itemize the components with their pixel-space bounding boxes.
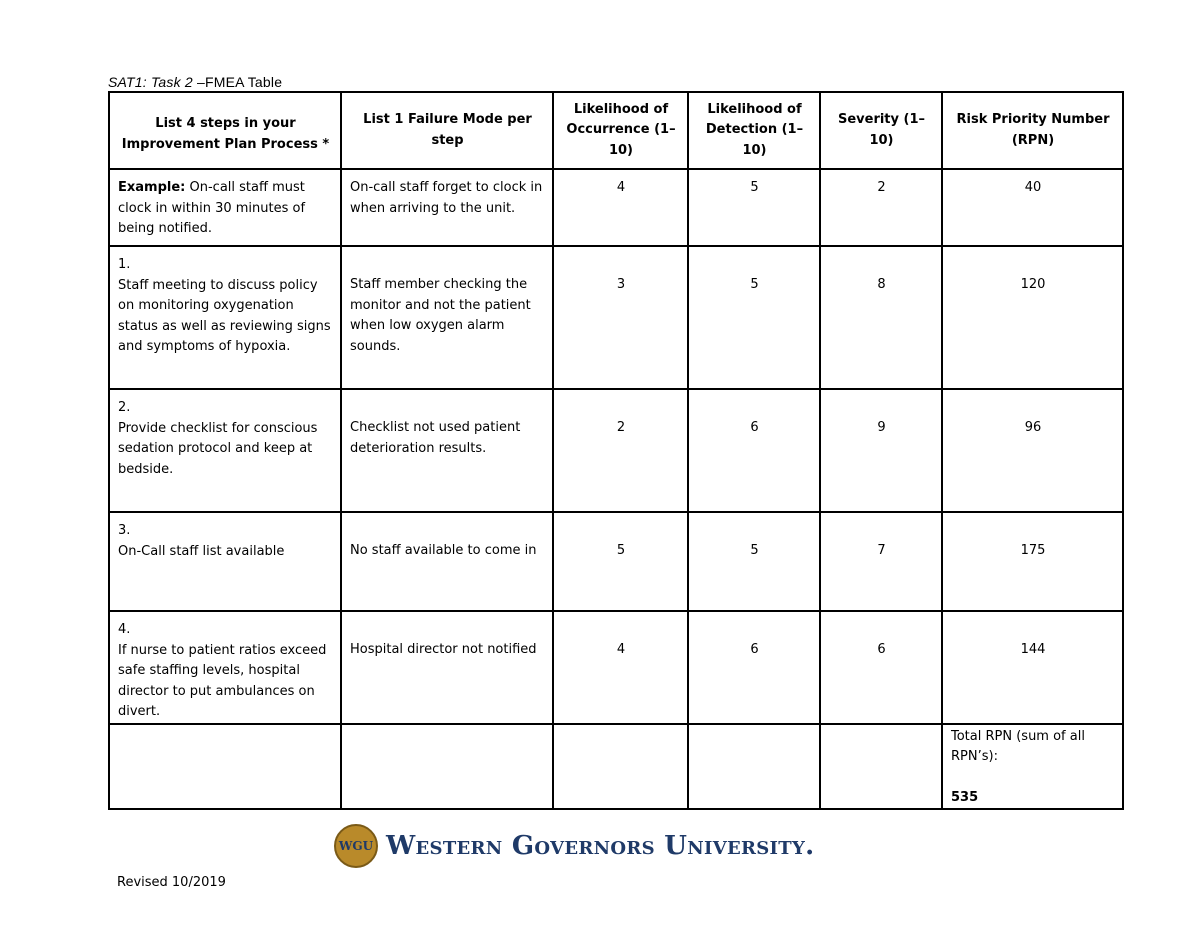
severity-cell: 6: [820, 611, 942, 724]
rpn-cell: 175: [942, 512, 1123, 611]
document-title-name: –FMEA Table: [196, 74, 283, 90]
occurrence-cell: 5: [553, 512, 688, 611]
severity-cell: 7: [820, 512, 942, 611]
total-rpn-label: Total RPN (sum of all RPN’s):: [951, 728, 1085, 764]
failure-cell: No staff available to come in: [341, 512, 553, 611]
empty-cell: [341, 724, 553, 810]
rpn-cell: 96: [942, 389, 1123, 512]
severity-cell: 9: [820, 389, 942, 512]
step-text: On-Call staff list available: [118, 543, 285, 559]
table-row-example: [109, 169, 1123, 246]
table-row: [109, 611, 1123, 724]
step-cell: [109, 611, 341, 724]
example-rpn: 40: [942, 169, 1123, 246]
empty-cell: [553, 724, 688, 810]
header-occurrence: Likelihood of Occurrence (1–10): [553, 92, 688, 169]
table-row: [109, 389, 1123, 512]
fmea-table: [108, 91, 1124, 810]
rpn-cell: 144: [942, 611, 1123, 724]
step-number: 2.: [118, 400, 131, 415]
detection-cell: 5: [688, 512, 820, 611]
occurrence-cell: 2: [553, 389, 688, 512]
detection-cell: 6: [688, 611, 820, 724]
wgu-seal-text: WGU: [338, 839, 374, 853]
detection-cell: 6: [688, 389, 820, 512]
example-label: Example:: [118, 180, 186, 195]
table-row-total: [109, 724, 1123, 810]
header-row: [109, 92, 1123, 169]
header-detection: Likelihood of Detection (1–10): [688, 92, 820, 169]
empty-cell: [688, 724, 820, 810]
header-severity: Severity (1–10): [820, 92, 942, 169]
example-detection: 5: [688, 169, 820, 246]
example-failure: On-call staff forget to clock in when arriving to the unit.: [341, 169, 553, 246]
step-text: Provide checklist for conscious sedation protocol and keep at bedside.: [118, 420, 318, 477]
wgu-seal-icon: [334, 824, 378, 868]
example-step-text: On-call staff must clock in within 30 minutes of being notified.: [118, 180, 306, 236]
wgu-wordmark: Western Governors University.: [386, 831, 815, 861]
detection-cell: 5: [688, 246, 820, 389]
document-title: [108, 74, 282, 90]
header-failure-mode: List 1 Failure Mode per step: [341, 92, 553, 169]
header-rpn: Risk Priority Number (RPN): [942, 92, 1123, 169]
step-number: 1.: [118, 257, 131, 272]
header-steps: List 4 steps in your Improvement Plan Process *: [109, 92, 341, 169]
wgu-logo: [334, 824, 814, 868]
step-number: 3.: [118, 523, 131, 538]
empty-cell: [820, 724, 942, 810]
revised-date: Revised 10/2019: [117, 875, 226, 890]
occurrence-cell: 4: [553, 611, 688, 724]
empty-cell: [109, 724, 341, 810]
rpn-cell: 120: [942, 246, 1123, 389]
failure-cell: Hospital director not notified: [341, 611, 553, 724]
severity-cell: 8: [820, 246, 942, 389]
example-step: [109, 169, 341, 246]
step-text: Staff meeting to discuss policy on monitoring oxygenation status as well as reviewing signs and symptoms of hypoxia.: [118, 277, 331, 354]
total-rpn-value: 535: [951, 789, 979, 805]
step-cell: [109, 389, 341, 512]
example-severity: 2: [820, 169, 942, 246]
step-cell: [109, 512, 341, 611]
occurrence-cell: 3: [553, 246, 688, 389]
document-title-task: SAT1: Task 2: [108, 74, 197, 90]
table-row: [109, 246, 1123, 389]
step-text: If nurse to patient ratios exceed safe staffing levels, hospital director to put ambulances on divert.: [118, 642, 327, 719]
step-cell: [109, 246, 341, 389]
failure-cell: Staff member checking the monitor and not the patient when low oxygen alarm sounds.: [341, 246, 553, 389]
table-row: [109, 512, 1123, 611]
example-occurrence: 4: [553, 169, 688, 246]
step-number: 4.: [118, 622, 131, 637]
failure-cell: Checklist not used patient deterioration results.: [341, 389, 553, 512]
total-rpn-cell: [942, 724, 1123, 810]
